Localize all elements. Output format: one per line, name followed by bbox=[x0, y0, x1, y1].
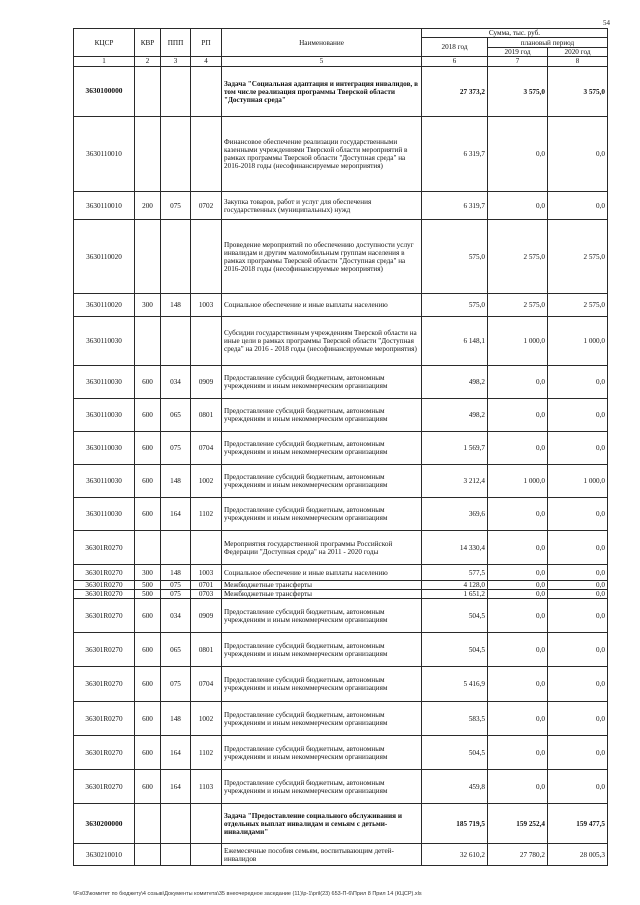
ppp-cell: 164 bbox=[161, 770, 191, 804]
amount-2018-cell: 1 651,2 bbox=[422, 590, 488, 599]
ppp-cell: 148 bbox=[161, 465, 191, 498]
name-cell: Предоставление субсидий бюджетным, автономным учреждениям и иным некоммерческим организациям bbox=[222, 667, 422, 702]
header-rp: РП bbox=[191, 29, 222, 57]
column-numbers-row bbox=[74, 57, 608, 67]
amount-2020-cell: 0,0 bbox=[548, 366, 608, 399]
kvr-cell: 600 bbox=[135, 465, 161, 498]
column-number: 4 bbox=[191, 57, 222, 67]
amount-2020-cell: 0,0 bbox=[548, 633, 608, 667]
ppp-cell bbox=[161, 67, 191, 117]
name-cell: Предоставление субсидий бюджетным, автономным учреждениям и иным некоммерческим организациям bbox=[222, 366, 422, 399]
name-cell: Предоставление субсидий бюджетным, автономным учреждениям и иным некоммерческим организациям bbox=[222, 599, 422, 633]
kvr-cell: 600 bbox=[135, 432, 161, 465]
kvr-cell: 300 bbox=[135, 294, 161, 317]
kvr-cell bbox=[135, 804, 161, 844]
table-row bbox=[74, 67, 608, 117]
header-2020: 2020 год bbox=[548, 48, 608, 57]
rp-cell bbox=[191, 804, 222, 844]
amount-2018-cell: 583,5 bbox=[422, 702, 488, 736]
name-cell: Закупка товаров, работ и услуг для обеспечения государственных (муниципальных) нужд bbox=[222, 192, 422, 220]
amount-2020-cell: 0,0 bbox=[548, 565, 608, 581]
name-cell: Предоставление субсидий бюджетным, автономным учреждениям и иным некоммерческим организациям bbox=[222, 736, 422, 770]
name-cell: Предоставление субсидий бюджетным, автономным учреждениям и иным некоммерческим организациям bbox=[222, 498, 422, 531]
column-number: 6 bbox=[422, 57, 488, 67]
amount-2019-cell: 0,0 bbox=[488, 117, 548, 192]
rp-cell: 1103 bbox=[191, 770, 222, 804]
header-2019: 2019 год bbox=[488, 48, 548, 57]
amount-2018-cell: 32 610,2 bbox=[422, 844, 488, 866]
amount-2020-cell: 159 477,5 bbox=[548, 804, 608, 844]
amount-2019-cell: 0,0 bbox=[488, 599, 548, 633]
amount-2018-cell: 6 319,7 bbox=[422, 117, 488, 192]
kcsr-cell: 3630200000 bbox=[74, 804, 135, 844]
ppp-cell bbox=[161, 220, 191, 294]
kcsr-cell: 36301R0270 bbox=[74, 565, 135, 581]
rp-cell: 0909 bbox=[191, 366, 222, 399]
kvr-cell: 200 bbox=[135, 192, 161, 220]
table-row bbox=[74, 317, 608, 366]
ppp-cell: 075 bbox=[161, 192, 191, 220]
amount-2019-cell: 1 000,0 bbox=[488, 465, 548, 498]
amount-2019-cell: 0,0 bbox=[488, 399, 548, 432]
kvr-cell: 600 bbox=[135, 599, 161, 633]
kcsr-cell: 3630110030 bbox=[74, 317, 135, 366]
budget-table bbox=[73, 28, 608, 866]
kcsr-cell: 3630110020 bbox=[74, 294, 135, 317]
table-row bbox=[74, 667, 608, 702]
kcsr-cell: 3630110030 bbox=[74, 399, 135, 432]
ppp-cell: 164 bbox=[161, 498, 191, 531]
name-cell: Предоставление субсидий бюджетным, автономным учреждениям и иным некоммерческим организациям bbox=[222, 770, 422, 804]
kcsr-cell: 36301R0270 bbox=[74, 667, 135, 702]
table-row bbox=[74, 736, 608, 770]
name-cell: Предоставление субсидий бюджетным, автономным учреждениям и иным некоммерческим организациям bbox=[222, 465, 422, 498]
amount-2019-cell: 1 000,0 bbox=[488, 317, 548, 366]
ppp-cell: 065 bbox=[161, 633, 191, 667]
table-row bbox=[74, 581, 608, 590]
rp-cell: 0701 bbox=[191, 581, 222, 590]
table-row bbox=[74, 633, 608, 667]
ppp-cell bbox=[161, 117, 191, 192]
amount-2019-cell: 0,0 bbox=[488, 590, 548, 599]
amount-2019-cell: 0,0 bbox=[488, 192, 548, 220]
amount-2020-cell: 0,0 bbox=[548, 192, 608, 220]
amount-2020-cell: 0,0 bbox=[548, 117, 608, 192]
name-cell: Предоставление субсидий бюджетным, автономным учреждениям и иным некоммерческим организациям bbox=[222, 432, 422, 465]
amount-2020-cell: 0,0 bbox=[548, 399, 608, 432]
amount-2018-cell: 1 569,7 bbox=[422, 432, 488, 465]
amount-2020-cell: 2 575,0 bbox=[548, 220, 608, 294]
table-row bbox=[74, 804, 608, 844]
kcsr-cell: 36301R0270 bbox=[74, 590, 135, 599]
amount-2018-cell: 185 719,5 bbox=[422, 804, 488, 844]
kvr-cell: 300 bbox=[135, 565, 161, 581]
column-number: 5 bbox=[222, 57, 422, 67]
ppp-cell bbox=[161, 804, 191, 844]
name-cell: Проведение мероприятий по обеспечению доступности услуг инвалидам и другим маломобильным группам населения в рамках программы Тверской области "Доступная среда" на 2016-2018 годы (несофинансируемые мероприятия) bbox=[222, 220, 422, 294]
rp-cell bbox=[191, 67, 222, 117]
table-row bbox=[74, 465, 608, 498]
amount-2019-cell: 0,0 bbox=[488, 633, 548, 667]
amount-2018-cell: 498,2 bbox=[422, 366, 488, 399]
table-row bbox=[74, 565, 608, 581]
amount-2020-cell: 0,0 bbox=[548, 581, 608, 590]
kvr-cell bbox=[135, 67, 161, 117]
amount-2019-cell: 0,0 bbox=[488, 531, 548, 565]
rp-cell: 0704 bbox=[191, 667, 222, 702]
table-row bbox=[74, 844, 608, 866]
amount-2018-cell: 459,8 bbox=[422, 770, 488, 804]
table-row bbox=[74, 599, 608, 633]
table-row bbox=[74, 702, 608, 736]
kvr-cell: 600 bbox=[135, 498, 161, 531]
rp-cell: 1102 bbox=[191, 498, 222, 531]
header-kcsr: КЦСР bbox=[74, 29, 135, 57]
ppp-cell: 075 bbox=[161, 667, 191, 702]
kcsr-cell: 36301R0270 bbox=[74, 581, 135, 590]
amount-2020-cell: 28 005,3 bbox=[548, 844, 608, 866]
header-ppp: ППП bbox=[161, 29, 191, 57]
amount-2020-cell: 0,0 bbox=[548, 702, 608, 736]
table-row bbox=[74, 399, 608, 432]
kvr-cell: 500 bbox=[135, 581, 161, 590]
rp-cell: 1002 bbox=[191, 702, 222, 736]
amount-2018-cell: 4 128,0 bbox=[422, 581, 488, 590]
kcsr-cell: 3630110010 bbox=[74, 117, 135, 192]
ppp-cell: 034 bbox=[161, 366, 191, 399]
rp-cell bbox=[191, 844, 222, 866]
ppp-cell bbox=[161, 317, 191, 366]
name-cell: Мероприятия государственной программы Российской Федерации "Доступная среда" на 2011 - 2020 годы bbox=[222, 531, 422, 565]
rp-cell: 0702 bbox=[191, 192, 222, 220]
table-row bbox=[74, 590, 608, 599]
kcsr-cell: 36301R0270 bbox=[74, 531, 135, 565]
kcsr-cell: 36301R0270 bbox=[74, 599, 135, 633]
kvr-cell bbox=[135, 317, 161, 366]
amount-2018-cell: 14 330,4 bbox=[422, 531, 488, 565]
table-row bbox=[74, 294, 608, 317]
amount-2019-cell: 0,0 bbox=[488, 432, 548, 465]
kcsr-cell: 3630110030 bbox=[74, 432, 135, 465]
header-2018: 2018 год bbox=[422, 38, 488, 57]
table-row bbox=[74, 498, 608, 531]
table-row bbox=[74, 770, 608, 804]
table-body bbox=[74, 67, 608, 866]
name-cell: Задача "Предоставление социального обслуживания и отдельных выплат инвалидам и семьям с детьми-инвалидами" bbox=[222, 804, 422, 844]
name-cell: Предоставление субсидий бюджетным, автономным учреждениям и иным некоммерческим организациям bbox=[222, 633, 422, 667]
ppp-cell: 164 bbox=[161, 736, 191, 770]
name-cell: Субсидии государственным учреждениям Тверской области на иные цели в рамках программы Тверской области "Доступная среда" на 2016 - 2018 годы (несофинансируемые мероприятия) bbox=[222, 317, 422, 366]
kcsr-cell: 3630110030 bbox=[74, 366, 135, 399]
amount-2018-cell: 27 373,2 bbox=[422, 67, 488, 117]
amount-2019-cell: 0,0 bbox=[488, 702, 548, 736]
header-plan-period: плановый период bbox=[488, 38, 608, 48]
rp-cell: 0909 bbox=[191, 599, 222, 633]
amount-2019-cell: 3 575,0 bbox=[488, 67, 548, 117]
kvr-cell: 600 bbox=[135, 770, 161, 804]
amount-2018-cell: 504,5 bbox=[422, 736, 488, 770]
kcsr-cell: 3630210010 bbox=[74, 844, 135, 866]
amount-2019-cell: 2 575,0 bbox=[488, 294, 548, 317]
rp-cell: 0704 bbox=[191, 432, 222, 465]
amount-2020-cell: 0,0 bbox=[548, 498, 608, 531]
name-cell: Ежемесячные пособия семьям, воспитывающим детей-инвалидов bbox=[222, 844, 422, 866]
ppp-cell: 075 bbox=[161, 581, 191, 590]
table-row bbox=[74, 192, 608, 220]
amount-2020-cell: 0,0 bbox=[548, 667, 608, 702]
kcsr-cell: 3630110030 bbox=[74, 498, 135, 531]
name-cell: Межбюджетные трансферты bbox=[222, 590, 422, 599]
amount-2020-cell: 0,0 bbox=[548, 531, 608, 565]
amount-2018-cell: 6 319,7 bbox=[422, 192, 488, 220]
kcsr-cell: 36301R0270 bbox=[74, 736, 135, 770]
name-cell: Предоставление субсидий бюджетным, автономным учреждениям и иным некоммерческим организациям bbox=[222, 399, 422, 432]
column-number: 8 bbox=[548, 57, 608, 67]
kcsr-cell: 36301R0270 bbox=[74, 702, 135, 736]
amount-2019-cell: 0,0 bbox=[488, 770, 548, 804]
name-cell: Социальное обеспечение и иные выплаты населению bbox=[222, 565, 422, 581]
ppp-cell: 075 bbox=[161, 590, 191, 599]
amount-2019-cell: 0,0 bbox=[488, 498, 548, 531]
kvr-cell: 600 bbox=[135, 736, 161, 770]
kcsr-cell: 3630100000 bbox=[74, 67, 135, 117]
rp-cell: 1003 bbox=[191, 294, 222, 317]
amount-2020-cell: 1 000,0 bbox=[548, 465, 608, 498]
name-cell: Предоставление субсидий бюджетным, автономным учреждениям и иным некоммерческим организациям bbox=[222, 702, 422, 736]
ppp-cell bbox=[161, 531, 191, 565]
table-row bbox=[74, 117, 608, 192]
table-row bbox=[74, 432, 608, 465]
amount-2020-cell: 0,0 bbox=[548, 770, 608, 804]
amount-2019-cell: 2 575,0 bbox=[488, 220, 548, 294]
rp-cell bbox=[191, 317, 222, 366]
amount-2020-cell: 0,0 bbox=[548, 736, 608, 770]
kvr-cell bbox=[135, 117, 161, 192]
name-cell: Межбюджетные трансферты bbox=[222, 581, 422, 590]
kcsr-cell: 36301R0270 bbox=[74, 633, 135, 667]
ppp-cell: 034 bbox=[161, 599, 191, 633]
page-number: 54 bbox=[603, 19, 610, 27]
table-row bbox=[74, 366, 608, 399]
name-cell: Социальное обеспечение и иные выплаты населению bbox=[222, 294, 422, 317]
ppp-cell: 148 bbox=[161, 294, 191, 317]
amount-2018-cell: 5 416,9 bbox=[422, 667, 488, 702]
column-number: 1 bbox=[74, 57, 135, 67]
kcsr-cell: 36301R0270 bbox=[74, 770, 135, 804]
kvr-cell: 600 bbox=[135, 667, 161, 702]
amount-2020-cell: 0,0 bbox=[548, 432, 608, 465]
rp-cell bbox=[191, 220, 222, 294]
ppp-cell: 148 bbox=[161, 702, 191, 736]
ppp-cell: 148 bbox=[161, 565, 191, 581]
amount-2018-cell: 577,5 bbox=[422, 565, 488, 581]
kvr-cell bbox=[135, 220, 161, 294]
rp-cell bbox=[191, 531, 222, 565]
rp-cell: 0801 bbox=[191, 399, 222, 432]
amount-2018-cell: 3 212,4 bbox=[422, 465, 488, 498]
rp-cell: 1002 bbox=[191, 465, 222, 498]
amount-2018-cell: 575,0 bbox=[422, 294, 488, 317]
rp-cell bbox=[191, 117, 222, 192]
kvr-cell bbox=[135, 844, 161, 866]
header-kvr: КВР bbox=[135, 29, 161, 57]
amount-2019-cell: 0,0 bbox=[488, 581, 548, 590]
rp-cell: 0801 bbox=[191, 633, 222, 667]
kvr-cell bbox=[135, 531, 161, 565]
amount-2020-cell: 3 575,0 bbox=[548, 67, 608, 117]
amount-2018-cell: 504,5 bbox=[422, 633, 488, 667]
amount-2020-cell: 0,0 bbox=[548, 590, 608, 599]
column-number: 2 bbox=[135, 57, 161, 67]
file-path-footer: \\Fs03\комитет по бюджету\4 созыв\Документы комитета\35 внеочередное заседание (11)\p-1\pril(23) 653-П-6\Прил 8 Прил 14 (КЦСР).xls bbox=[73, 891, 422, 897]
ppp-cell: 075 bbox=[161, 432, 191, 465]
table-row bbox=[74, 220, 608, 294]
amount-2019-cell: 0,0 bbox=[488, 565, 548, 581]
amount-2020-cell: 0,0 bbox=[548, 599, 608, 633]
table-row bbox=[74, 531, 608, 565]
amount-2018-cell: 504,5 bbox=[422, 599, 488, 633]
rp-cell: 1003 bbox=[191, 565, 222, 581]
name-cell: Финансовое обеспечение реализации государственными казенными учреждениями Тверской области мероприятий в рамках программы Тверской области "Доступная среда" на 2016-2018 годы (несофинансируемые мероприятия) bbox=[222, 117, 422, 192]
column-number: 7 bbox=[488, 57, 548, 67]
kvr-cell: 600 bbox=[135, 366, 161, 399]
kcsr-cell: 3630110020 bbox=[74, 220, 135, 294]
amount-2018-cell: 498,2 bbox=[422, 399, 488, 432]
kvr-cell: 500 bbox=[135, 590, 161, 599]
amount-2018-cell: 369,6 bbox=[422, 498, 488, 531]
amount-2019-cell: 159 252,4 bbox=[488, 804, 548, 844]
amount-2020-cell: 1 000,0 bbox=[548, 317, 608, 366]
rp-cell: 0703 bbox=[191, 590, 222, 599]
amount-2019-cell: 0,0 bbox=[488, 736, 548, 770]
column-number: 3 bbox=[161, 57, 191, 67]
kcsr-cell: 3630110010 bbox=[74, 192, 135, 220]
amount-2020-cell: 2 575,0 bbox=[548, 294, 608, 317]
kvr-cell: 600 bbox=[135, 633, 161, 667]
rp-cell: 1102 bbox=[191, 736, 222, 770]
amount-2019-cell: 0,0 bbox=[488, 366, 548, 399]
ppp-cell bbox=[161, 844, 191, 866]
amount-2018-cell: 6 148,1 bbox=[422, 317, 488, 366]
header-sum: Сумма, тыс. руб. bbox=[422, 29, 608, 38]
ppp-cell: 065 bbox=[161, 399, 191, 432]
amount-2019-cell: 0,0 bbox=[488, 667, 548, 702]
amount-2018-cell: 575,0 bbox=[422, 220, 488, 294]
header-name: Наименование bbox=[222, 29, 422, 57]
kvr-cell: 600 bbox=[135, 702, 161, 736]
kvr-cell: 600 bbox=[135, 399, 161, 432]
amount-2019-cell: 27 780,2 bbox=[488, 844, 548, 866]
name-cell: Задача "Социальная адаптация и интеграция инвалидов, в том числе реализация программы Тверской области "Доступная среда" bbox=[222, 67, 422, 117]
kcsr-cell: 3630110030 bbox=[74, 465, 135, 498]
